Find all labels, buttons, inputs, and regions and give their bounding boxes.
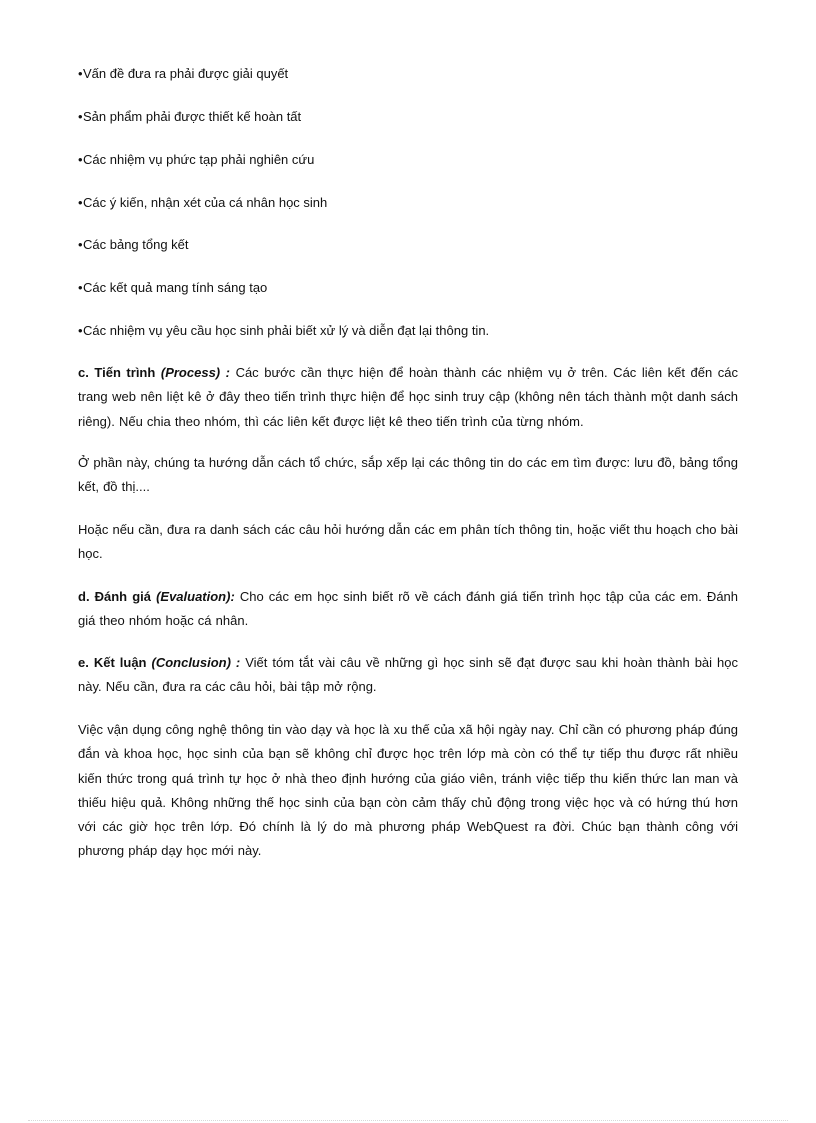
bullet-text: Vấn đề đưa ra phải được giải quyết bbox=[83, 66, 289, 81]
process-heading-term: (Process) : bbox=[160, 365, 231, 380]
conclusion-heading-term: (Conclusion) : bbox=[151, 655, 241, 670]
process-note-questions: Hoặc nếu cần, đưa ra danh sách các câu hỏi hướng dẫn các em phân tích thông tin, hoặc viết thu hoạch cho bài học. bbox=[78, 522, 738, 562]
conclusion-heading bbox=[78, 655, 240, 670]
bullet-text: Sản phẩm phải được thiết kế hoàn tất bbox=[83, 109, 302, 124]
bullet-item bbox=[78, 237, 189, 253]
bullet-text: Các kết quả mang tính sáng tạo bbox=[83, 280, 268, 295]
bullet-glyph: • bbox=[78, 323, 83, 338]
bullet-item bbox=[78, 323, 489, 339]
bullet-item bbox=[78, 66, 288, 82]
evaluation-heading-term: (Evaluation): bbox=[156, 589, 235, 604]
process-heading-label: c. Tiến trình bbox=[78, 365, 161, 380]
evaluation-paragraph bbox=[78, 585, 738, 634]
process-paragraph bbox=[78, 361, 738, 434]
evaluation-body: Cho các em học sinh biết rõ về cách đánh giá tiến trình học tập của các em. Đánh giá theo nhóm hoặc cá nhân. bbox=[78, 589, 739, 629]
evaluation-heading bbox=[78, 589, 235, 604]
process-heading bbox=[78, 365, 230, 380]
bullet-text: Các ý kiến, nhận xét của cá nhân học sinh bbox=[83, 195, 328, 210]
bullet-glyph: • bbox=[78, 195, 83, 210]
bullet-text: Các nhiệm vụ yêu cầu học sinh phải biết xử lý và diễn đạt lại thông tin. bbox=[83, 323, 490, 338]
bullet-glyph: • bbox=[78, 109, 83, 124]
conclusion-body: Viết tóm tắt vài câu về những gì học sinh sẽ đạt được sau khi hoàn thành bài học này. Nếu cần, đưa ra các câu hỏi, bài tập mở rộng. bbox=[78, 655, 738, 695]
bullet-item bbox=[78, 195, 327, 211]
conclusion-paragraph bbox=[78, 651, 738, 700]
bullet-glyph: • bbox=[78, 237, 83, 252]
bullet-text: Các bảng tổng kết bbox=[83, 237, 189, 252]
bullet-item bbox=[78, 280, 267, 296]
page-bottom-divider bbox=[28, 1120, 788, 1121]
conclusion-heading-label: e. Kết luận bbox=[78, 655, 152, 670]
bullet-text: Các nhiệm vụ phức tạp phải nghiên cứu bbox=[83, 152, 315, 167]
closing-paragraph: Việc vận dụng công nghệ thông tin vào dạy và học là xu thế của xã hội ngày nay. Chỉ cần có phương pháp đúng đắn và khoa học, học sinh của bạn sẽ không chỉ được học trên lớp mà còn có thể tự tiếp thu được rất nhiều kiến thức trong quá trình tự học ở nhà theo định hướng của giáo viên, tránh việc tiếp thu kiến thức lan man và thiếu hiệu quả. Không những thế học sinh của bạn còn cảm thấy chủ động trong việc học và có hứng thú hơn với các giờ học trên lớp. Đó chính là lý do mà phương pháp WebQuest ra đời. Chúc bạn thành công với phương pháp dạy học mới này. bbox=[78, 722, 738, 859]
bullet-glyph: • bbox=[78, 152, 83, 167]
bullet-item bbox=[78, 152, 314, 168]
process-note-organize: Ở phần này, chúng ta hướng dẫn cách tổ chức, sắp xếp lại các thông tin do các em tìm được: lưu đồ, bảng tổng kết, đồ thị.... bbox=[78, 455, 738, 495]
bullet-item bbox=[78, 109, 301, 125]
bullet-glyph: • bbox=[78, 66, 83, 81]
bullet-glyph: • bbox=[78, 280, 83, 295]
evaluation-heading-label: d. Đánh giá bbox=[78, 589, 157, 604]
process-body: Các bước cần thực hiện để hoàn thành các nhiệm vụ ở trên. Các liên kết đến các trang web nên liệt kê ở đây theo tiến trình thực hiện để học sinh truy cập (không nên tách thành một danh sách riêng). Nếu chia theo nhóm, thì các liên kết được liệt kê theo tiến trình của từng nhóm. bbox=[78, 365, 738, 429]
